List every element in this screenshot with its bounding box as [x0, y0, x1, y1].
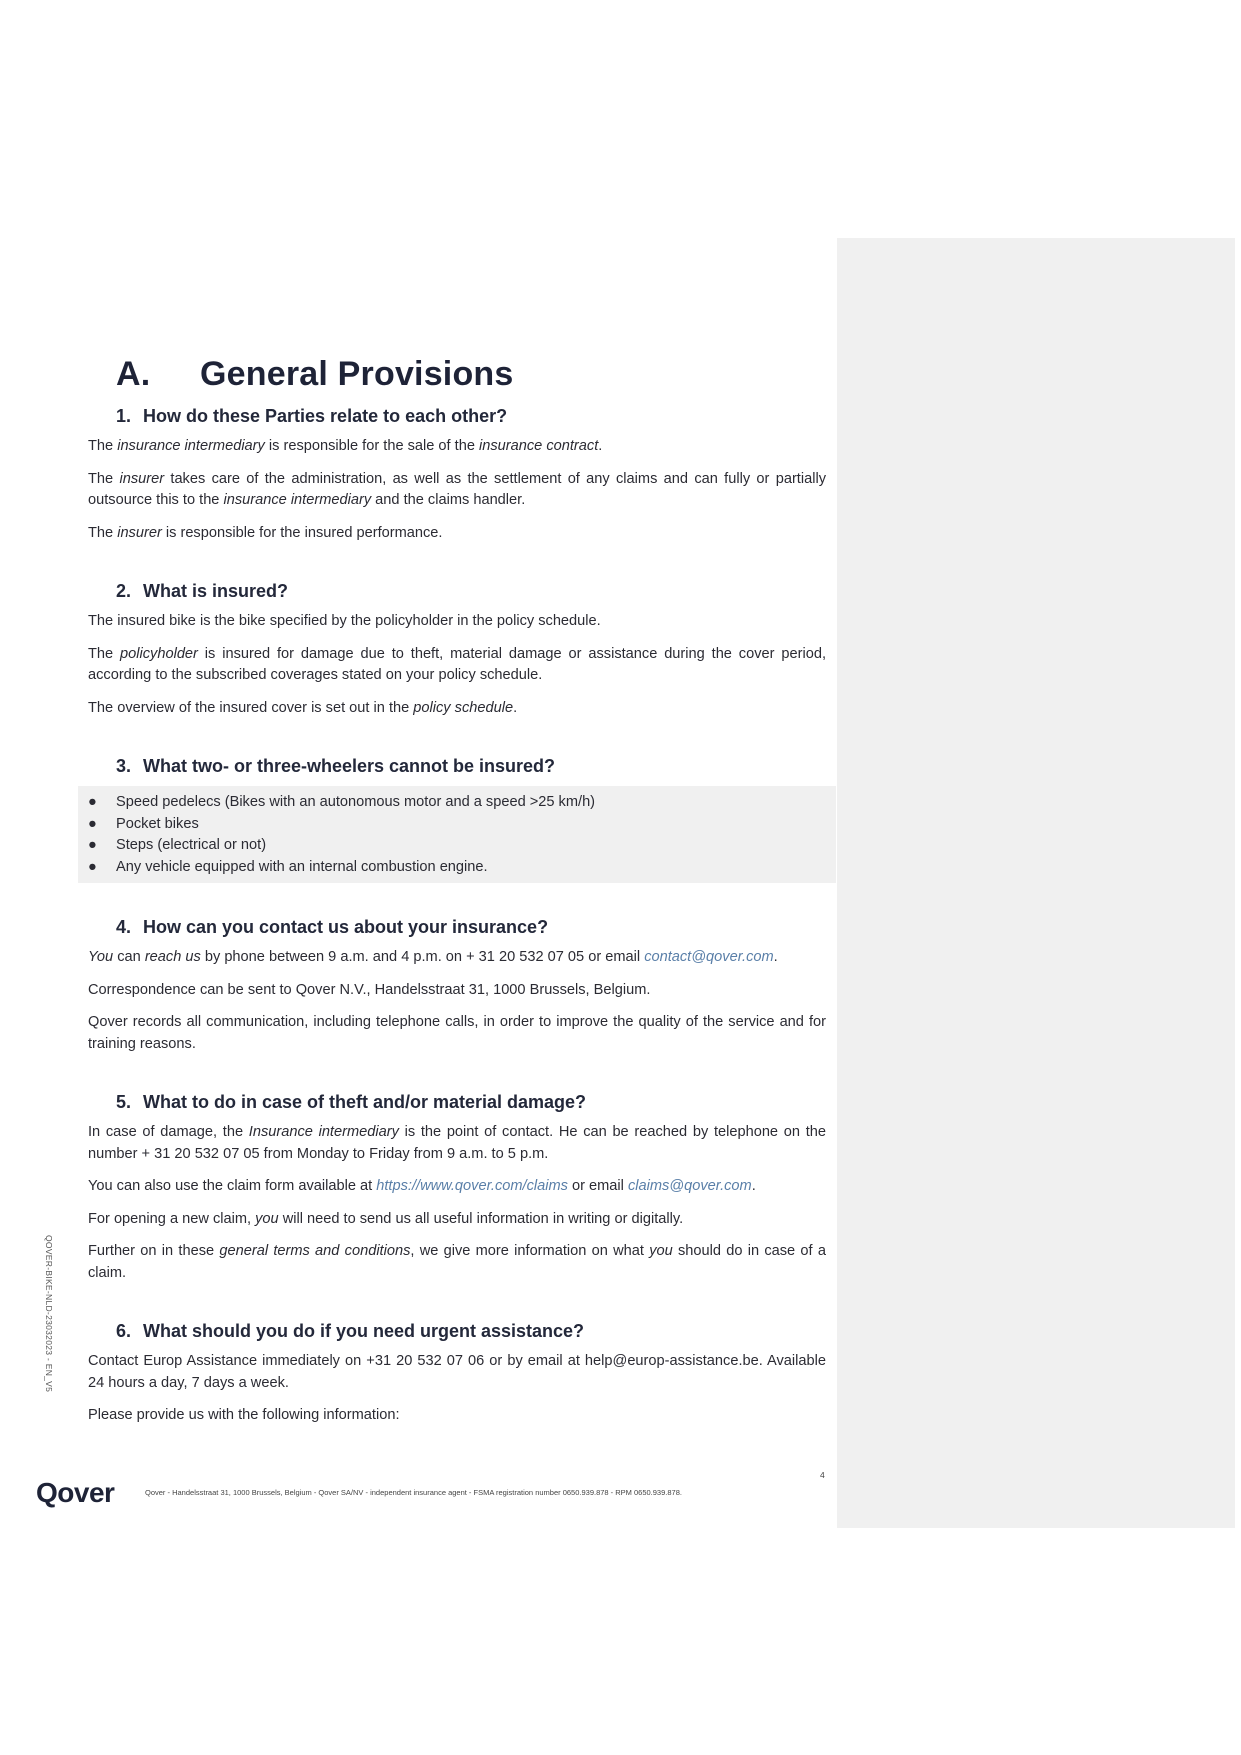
term: Insurance intermediary [248, 1124, 399, 1140]
claims-email-link[interactable]: claims@qover.com [627, 1178, 752, 1194]
text: will need to send us all useful information in writing or digitally. [278, 1210, 684, 1227]
question-4-heading [88, 917, 826, 938]
text: is responsible for the insured performance. [161, 524, 443, 541]
text: For opening a new claim, [88, 1210, 256, 1227]
text: , we give more information on what [410, 1243, 650, 1259]
q5-paragraph-1 [88, 1122, 826, 1165]
term: you [649, 1243, 673, 1259]
text: The [88, 438, 118, 454]
text: takes care of the administration, as well as the settlement of any claims and can fully or partially outsource this to the [88, 470, 827, 508]
question-3-heading [88, 756, 826, 777]
q5-paragraph-2 [88, 1176, 826, 1198]
section-letter: A. [116, 355, 151, 393]
text: by phone between 9 a.m. and 4 p.m. on + 31 20 532 07 05 or email [200, 949, 645, 965]
term: insurer [117, 524, 162, 541]
bullet-icon: ● [88, 794, 97, 810]
question-number: 3. [116, 756, 132, 776]
q2-paragraph-3 [88, 698, 826, 720]
question-title: How do these Parties relate to each other? [143, 406, 508, 426]
question-6-heading [88, 1321, 826, 1342]
term: general terms and conditions [219, 1243, 411, 1259]
text: The overview of the insured cover is set out in the [88, 699, 414, 716]
question-number: 1. [116, 406, 132, 426]
question-number: 4. [116, 917, 132, 937]
question-number: 2. [116, 581, 132, 601]
question-title: What two- or three-wheelers cannot be insured? [143, 756, 556, 776]
text: . [751, 1178, 756, 1194]
list-item-text: Steps (electrical or not) [116, 837, 267, 853]
text: The [88, 524, 118, 541]
term: policy schedule [413, 699, 514, 716]
term: insurance intermediary [117, 438, 265, 454]
text: should do in case of a claim. [88, 1243, 826, 1281]
bullet-icon: ● [88, 837, 97, 853]
text: . [598, 438, 603, 454]
contact-email-link[interactable]: contact@qover.com [644, 949, 774, 965]
bullet-icon: ● [88, 858, 97, 875]
text: The [88, 470, 120, 487]
comment-panel [837, 238, 1235, 1528]
question-1-heading [88, 406, 826, 427]
document-body [88, 355, 826, 1438]
list-item [88, 857, 826, 879]
q5-paragraph-3 [88, 1209, 826, 1231]
document-code: QOVER-BIKE-NLD-23032023 - EN_V5 [44, 1235, 54, 1393]
question-title: How can you contact us about your insurance? [143, 917, 549, 937]
text: and the claims handler. [371, 492, 526, 508]
term: insurance contract [479, 438, 599, 454]
footer-text: Qover - Handelsstraat 31, 1000 Brussels, Belgium - Qover SA/NV - independent insurance agent - FSMA registration number 0650.939.878 - RPM 0650.939.878. [145, 1488, 682, 1497]
q1-paragraph-1 [88, 436, 826, 458]
text: . [513, 699, 518, 716]
excluded-vehicles-list [78, 786, 836, 883]
q1-paragraph-2 [88, 469, 826, 512]
claims-url-link[interactable]: https://www.qover.com/claims [376, 1178, 568, 1194]
term: insurer [119, 470, 165, 487]
term: insurance intermediary [223, 492, 372, 508]
text: is responsible for the sale of the [264, 438, 480, 454]
term: policyholder [120, 645, 198, 662]
q6-paragraph-2: Please provide us with the following information: [88, 1407, 400, 1423]
text: can [113, 949, 145, 965]
q4-paragraph-2: Correspondence can be sent to Qover N.V., Handelsstraat 31, 1000 Brussels, Belgium. [88, 981, 651, 998]
list-item-text: Pocket bikes [116, 815, 199, 832]
text: or email [567, 1178, 628, 1194]
text: is insured for damage due to theft, material damage or assistance during the cover period, according to the subscribed coverages stated on your policy schedule. [88, 645, 826, 683]
qover-logo: Qover [36, 1477, 115, 1508]
list-item [88, 835, 826, 857]
term: You [88, 949, 114, 965]
term: reach us [144, 949, 201, 965]
q4-paragraph-3: Qover records all communication, including telephone calls, in order to improve the quality of the service and for training reasons. [88, 1014, 826, 1052]
term: you [255, 1210, 279, 1227]
text: Further on in these [88, 1243, 220, 1259]
q2-paragraph-1: The insured bike is the bike specified by the policyholder in the policy schedule. [88, 613, 601, 629]
page-number: 4 [820, 1470, 825, 1480]
question-2-heading [88, 581, 826, 602]
question-number: 6. [116, 1321, 132, 1341]
q1-paragraph-3 [88, 523, 826, 545]
question-title: What to do in case of theft and/or material damage? [143, 1092, 587, 1112]
text: The [88, 645, 121, 662]
text: . [773, 949, 778, 965]
text: You can also use the claim form available at [88, 1178, 377, 1194]
question-5-heading [88, 1092, 826, 1113]
text: is the point of contact. He can be reached by telephone on the number + 31 20 532 07 05 from Monday to Friday from 9 a.m. to 5 p.m. [88, 1124, 826, 1162]
text: In case of damage, the [88, 1124, 249, 1140]
q2-paragraph-2 [88, 644, 826, 687]
bullet-icon: ● [88, 815, 97, 832]
list-item [88, 814, 826, 836]
q6-paragraph-1: Contact Europ Assistance immediately on +31 20 532 07 06 or by email at help@europ-assistance.be. Available 24 hours a day, 7 days a week. [88, 1353, 826, 1391]
question-number: 5. [116, 1092, 132, 1112]
q4-paragraph-1 [88, 947, 826, 969]
section-heading [88, 355, 826, 394]
section-title: General Provisions [200, 355, 514, 393]
question-title: What should you do if you need urgent assistance? [143, 1321, 585, 1341]
q5-paragraph-4 [88, 1241, 826, 1284]
question-title: What is insured? [143, 581, 289, 601]
list-item-text: Any vehicle equipped with an internal combustion engine. [116, 858, 488, 875]
list-item-text: Speed pedelecs (Bikes with an autonomous motor and a speed >25 km/h) [116, 794, 596, 810]
list-item [88, 792, 826, 814]
